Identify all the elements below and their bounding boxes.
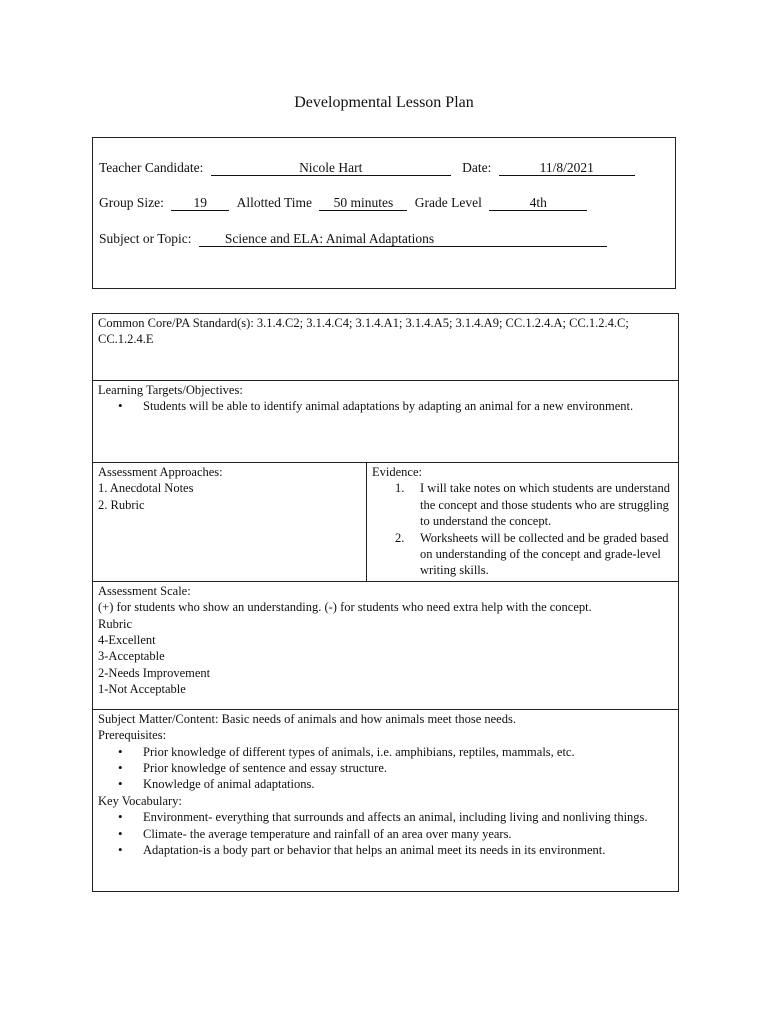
- teacher-date-row: [99, 160, 635, 176]
- subject-label: Subject or Topic:: [99, 231, 192, 246]
- lesson-header-box: [92, 137, 676, 289]
- scale-line: 4-Excellent: [98, 633, 156, 648]
- assessment-scale-label: Assessment Scale:: [98, 583, 191, 598]
- scale-line: 1-Not Acceptable: [98, 682, 186, 697]
- group-time-grade-row: [99, 195, 587, 211]
- list-text: I will take notes on which students are understand the concept and those students who are struggling to understand the concept.: [420, 481, 670, 529]
- assessment-approaches-cell: [93, 463, 367, 582]
- list-item: • Knowledge of animal adaptations.: [143, 776, 673, 792]
- key-vocabulary-label: Key Vocabulary:: [98, 793, 182, 808]
- lesson-plan-table: [92, 313, 679, 892]
- key-vocabulary-list: [98, 809, 673, 858]
- subject-value: Science and ELA: Animal Adaptations: [199, 231, 607, 247]
- subject-matter-cell: [93, 709, 679, 891]
- evidence-cell: [367, 463, 679, 582]
- group-size-value: 19: [171, 195, 229, 211]
- list-item: • Adaptation-is a body part or behavior that helps an animal meet its needs in its environment.: [143, 842, 673, 858]
- grade-level-value: 4th: [489, 195, 587, 211]
- list-text: Worksheets will be collected and be graded based on understanding of the concept and grade-level writing skills.: [420, 530, 669, 578]
- list-item: • Prior knowledge of sentence and essay structure.: [143, 760, 673, 776]
- scale-line: 2-Needs Improvement: [98, 665, 211, 680]
- list-item: 2. Rubric: [98, 497, 145, 512]
- scale-line: (+) for students who show an understanding. (-) for students who need extra help with the concept.: [98, 600, 592, 615]
- teacher-label: Teacher Candidate:: [99, 160, 204, 175]
- date-value: 11/8/2021: [499, 160, 635, 176]
- standards-text: Common Core/PA Standard(s): 3.1.4.C2; 3.1.4.C4; 3.1.4.A1; 3.1.4.A5; 3.1.4.A9; CC.1.2.4.A; CC.1.2.4.C; CC.1.2.4.E: [98, 316, 629, 347]
- list-number: 2.: [395, 530, 405, 545]
- prerequisites-list: [98, 744, 673, 793]
- subject-matter-content: Subject Matter/Content: Basic needs of animals and how animals meet those needs.: [98, 711, 516, 726]
- grade-level-label: Grade Level: [414, 195, 482, 210]
- allotted-time-value: 50 minutes: [319, 195, 407, 211]
- prerequisites-label: Prerequisites:: [98, 728, 167, 743]
- objectives-label: Learning Targets/Objectives:: [98, 383, 243, 397]
- group-size-label: Group Size:: [99, 195, 164, 210]
- list-item: [395, 530, 673, 579]
- subject-row: [99, 231, 607, 247]
- list-item: 1. Anecdotal Notes: [98, 481, 194, 496]
- allotted-time-label: Allotted Time: [236, 195, 313, 210]
- evidence-label: Evidence:: [372, 465, 422, 479]
- evidence-list: [372, 480, 673, 578]
- list-item: • Prior knowledge of different types of animals, i.e. amphibians, reptiles, mammals, etc.: [143, 744, 673, 760]
- list-item: • Students will be able to identify animal adaptations by adapting an animal for a new environment.: [143, 398, 673, 414]
- scale-line: Rubric: [98, 616, 133, 631]
- scale-line: 3-Acceptable: [98, 649, 165, 664]
- list-item: • Environment- everything that surrounds and affects an animal, including living and nonliving things.: [143, 809, 673, 825]
- list-item: [395, 480, 673, 529]
- standards-cell: [93, 314, 679, 381]
- date-label: Date:: [462, 160, 492, 175]
- assessment-scale-cell: [93, 581, 679, 709]
- list-item: • Climate- the average temperature and rainfall of an area over many years.: [143, 826, 673, 842]
- objectives-cell: [93, 381, 679, 463]
- teacher-value: Nicole Hart: [211, 160, 451, 176]
- objectives-list: [98, 398, 673, 414]
- document-title: Developmental Lesson Plan: [294, 94, 474, 111]
- list-number: 1.: [395, 481, 405, 496]
- assessment-approaches-label: Assessment Approaches:: [98, 465, 223, 479]
